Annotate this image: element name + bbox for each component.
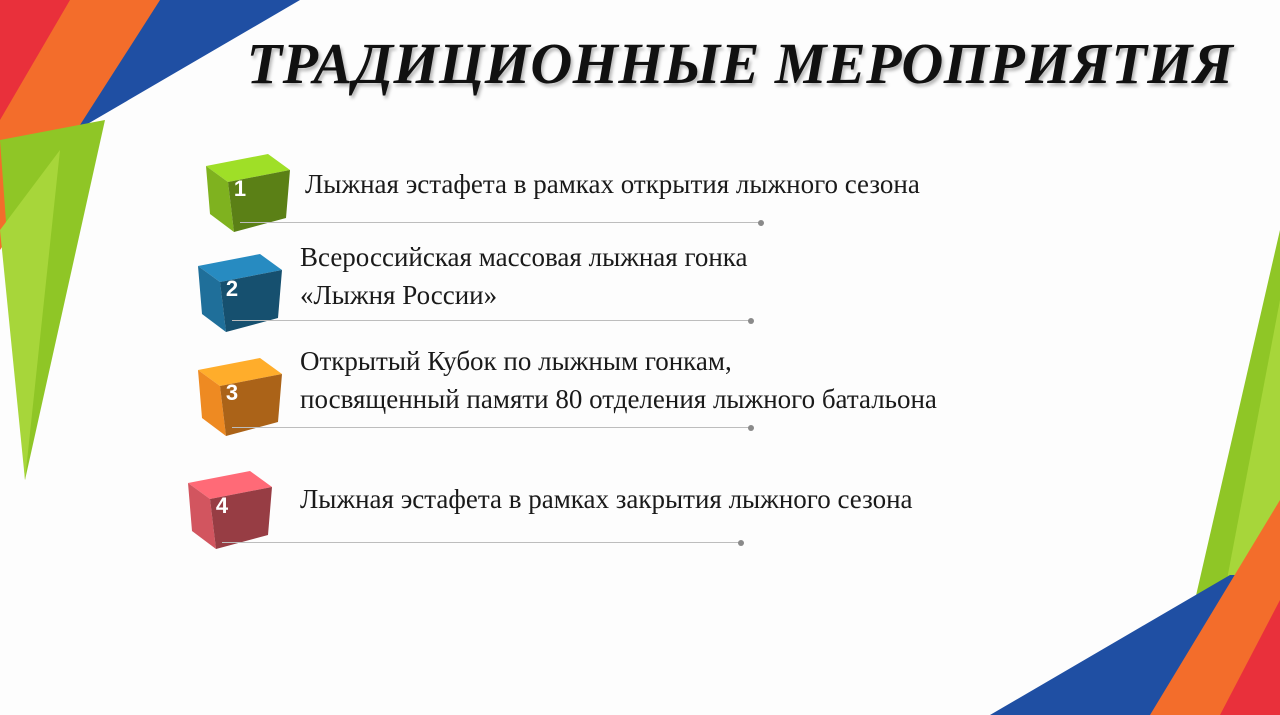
divider-dot [748, 425, 754, 431]
event-text-line: Лыжная эстафета в рамках закрытия лыжного сезона [300, 484, 913, 514]
divider-line [222, 542, 740, 543]
event-text-line: Лыжная эстафета в рамках открытия лыжного сезона [305, 169, 920, 199]
event-text-line: посвященный памяти 80 отделения лыжного батальона [300, 384, 937, 414]
event-text-line: Всероссийская массовая лыжная гонка [300, 242, 748, 272]
event-text-3 [300, 342, 937, 418]
event-text-4 [300, 480, 913, 518]
number-label: 2 [225, 276, 239, 301]
divider-dot [738, 540, 744, 546]
divider-line [232, 427, 750, 428]
number-cube-3 [190, 352, 290, 442]
divider-line [232, 320, 750, 321]
divider-line [240, 222, 760, 223]
number-label: 1 [233, 176, 247, 201]
number-cube-1 [198, 148, 298, 238]
event-text-2 [300, 238, 748, 314]
page-title: ТРАДИЦИОННЫЕ МЕРОПРИЯТИЯ [246, 31, 1234, 96]
event-text-1 [305, 165, 920, 203]
event-text-line: «Лыжня России» [300, 280, 498, 310]
number-label: 3 [225, 380, 239, 405]
event-text-line: Открытый Кубок по лыжным гонкам, [300, 346, 732, 376]
number-label: 4 [215, 493, 229, 518]
divider-dot [758, 220, 764, 226]
number-cube-2 [190, 248, 290, 338]
divider-dot [748, 318, 754, 324]
